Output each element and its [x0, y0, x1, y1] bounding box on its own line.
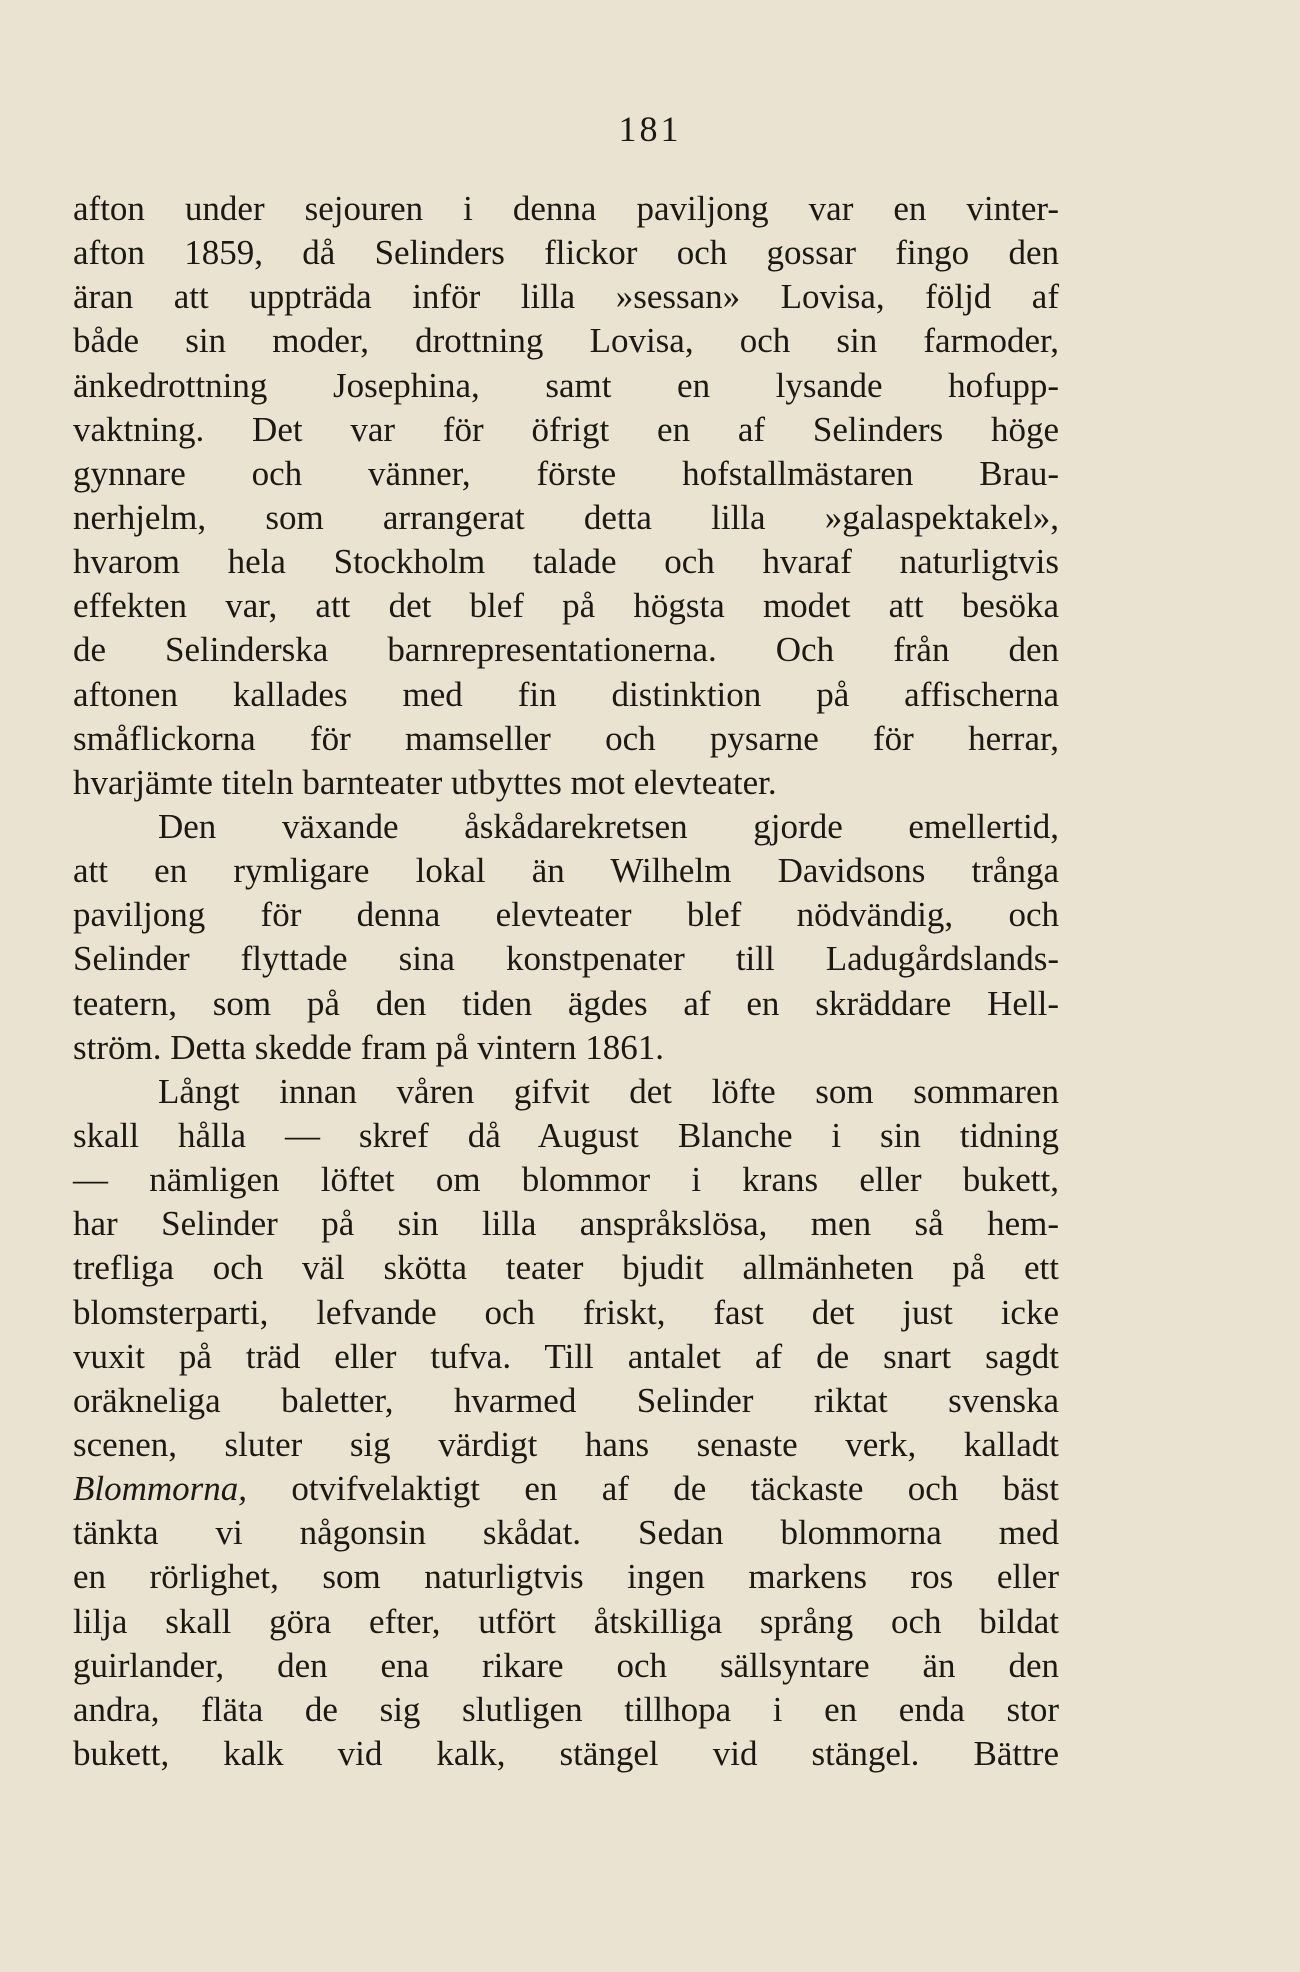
text-line — [73, 1467, 1059, 1511]
text-line: vuxit på träd eller tufva. Till antalet af de snart sagdt — [73, 1336, 1059, 1376]
text-line: trefliga och väl skötta teater bjudit allmänheten på ett — [73, 1248, 1059, 1288]
text-line: en rörlighet, som naturligtvis ingen markens ros eller — [73, 1557, 1059, 1597]
text-line: äran att uppträda inför lilla »sessan» Lovisa, följd af — [73, 277, 1059, 317]
body-text — [73, 187, 1059, 1776]
text-line: Långt innan våren gifvit det löfte som sommaren — [158, 1071, 1059, 1111]
text-line: vaktning. Det var för öfrigt en af Selinders höge — [73, 409, 1059, 449]
text-line-rest: otvifvelaktigt en af de täckaste och bäst — [247, 1469, 1059, 1509]
text-line: änkedrottning Josephina, samt en lysande hofupp- — [73, 365, 1059, 405]
text-line: oräkneliga baletter, hvarmed Selinder riktat svenska — [73, 1380, 1059, 1420]
text-line: Den växande åskådarekretsen gjorde emellertid, — [158, 806, 1059, 846]
text-line: guirlander, den ena rikare och sällsyntare än den — [73, 1645, 1059, 1685]
text-line: nerhjelm, som arrangerat detta lilla »galaspektakel», — [73, 497, 1059, 537]
text-line: att en rymligare lokal än Wilhelm Davidsons trånga — [73, 851, 1059, 891]
text-line: andra, fläta de sig slutligen tillhopa i en enda stor — [73, 1689, 1059, 1729]
text-line: — nämligen löftet om blommor i krans eller bukett, — [73, 1160, 1059, 1200]
text-line: Selinder flyttade sina konstpenater till Ladugårdslands- — [73, 939, 1059, 979]
text-line: de Selinderska barnrepresentationerna. Och från den — [73, 630, 1059, 670]
text-line: aftonen kallades med fin distinktion på affischerna — [73, 674, 1059, 714]
text-line: gynnare och vänner, förste hofstallmästaren Brau- — [73, 453, 1059, 493]
text-line: effekten var, att det blef på högsta modet att besöka — [73, 586, 1059, 626]
text-line: skall hålla — skref då August Blanche i sin tidning — [73, 1115, 1059, 1155]
italic-title: Blommorna, — [73, 1469, 248, 1509]
text-line: lilja skall göra efter, utfört åtskilliga språng och bildat — [73, 1601, 1059, 1641]
text-line: har Selinder på sin lilla anspråkslösa, men så hem- — [73, 1204, 1059, 1244]
page-number: 181 — [618, 109, 682, 149]
text-line: bukett, kalk vid kalk, stängel vid stängel. Bättre — [73, 1733, 1059, 1773]
text-line: scenen, sluter sig värdigt hans senaste verk, kalladt — [73, 1424, 1059, 1464]
text-line: både sin moder, drottning Lovisa, och sin farmoder, — [73, 321, 1059, 361]
text-line: teatern, som på den tiden ägdes af en skräddare Hell- — [73, 983, 1059, 1023]
text-line: blomsterparti, lefvande och friskt, fast det just icke — [73, 1292, 1059, 1332]
text-line: afton 1859, då Selinders flickor och gossar fingo den — [73, 233, 1059, 273]
text-line: ström. Detta skedde fram på vintern 1861. — [73, 1027, 664, 1067]
text-line: hvarom hela Stockholm talade och hvaraf naturligtvis — [73, 542, 1059, 582]
text-line: afton under sejouren i denna paviljong var en vinter- — [73, 189, 1059, 228]
text-line: paviljong för denna elevteater blef nödvändig, och — [73, 895, 1059, 935]
text-line: småflickorna för mamseller och pysarne för herrar, — [73, 718, 1059, 758]
text-line: hvarjämte titeln barnteater utbyttes mot elevteater. — [73, 762, 777, 802]
text-line: tänkta vi någonsin skådat. Sedan blommorna med — [73, 1513, 1059, 1553]
